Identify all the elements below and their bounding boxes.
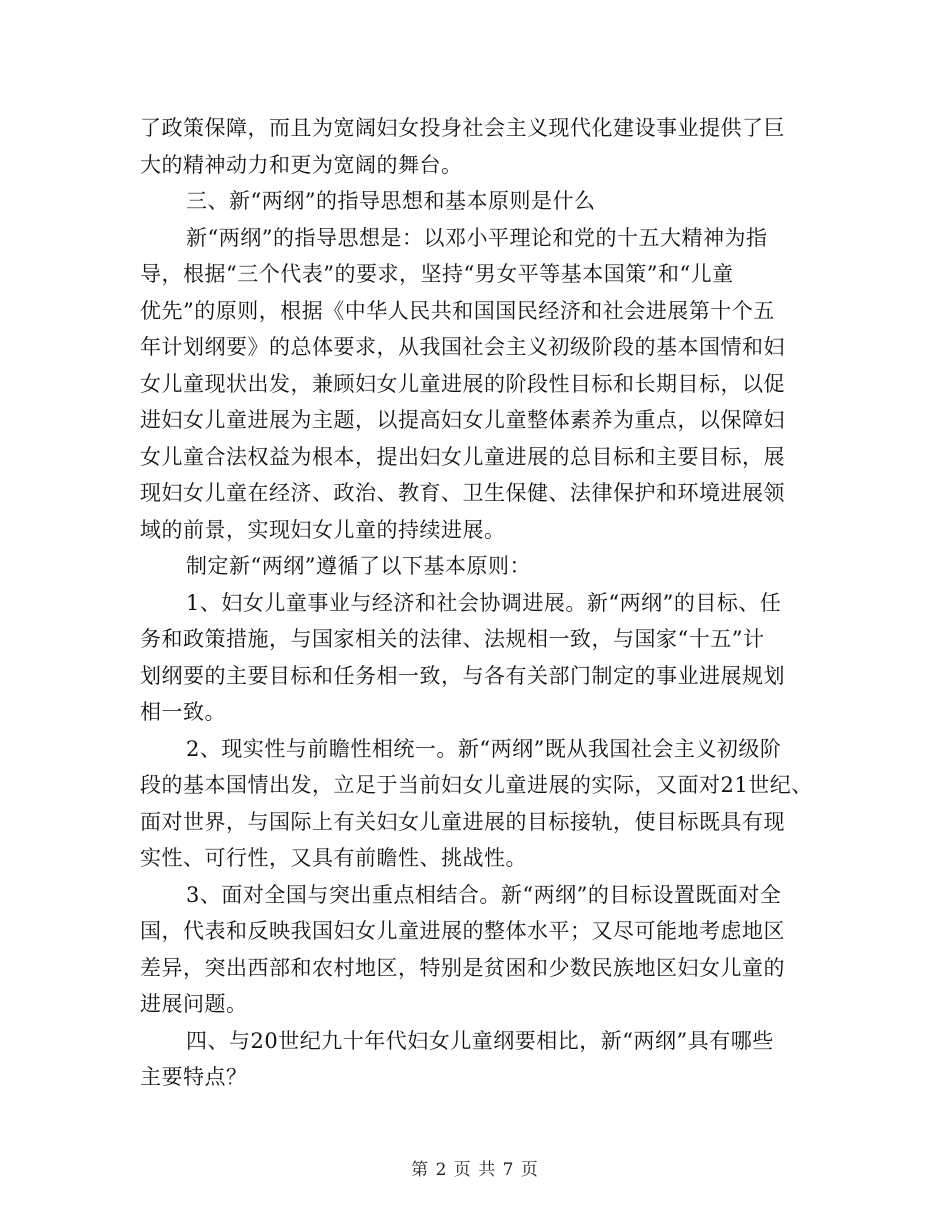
body-text <box>140 110 820 1096</box>
text-line: 划纲要的主要目标和任务相一致，与各有关部门制定的事业进展规划 <box>140 663 785 688</box>
text-line: 2、现实性与前瞻性相统一。新“两纲”既从我国社会主义初级阶 <box>186 736 782 761</box>
text-line: 四、与20世纪九十年代妇女儿童纲要相比，新“两纲”具有哪些 <box>186 1028 774 1053</box>
text-line: 域的前景，实现妇女儿童的持续进展。 <box>140 517 506 542</box>
text-line: 相一致。 <box>140 700 226 724</box>
text-line: 现妇女儿童在经济、政治、教育、卫生保健、法律保护和环境进展领 <box>140 481 785 505</box>
text-line: 务和政策措施，与国家相关的法律、法规相一致，与国家“十五”计 <box>140 627 765 651</box>
text-line: 了政策保障，而且为宽阔妇女投身社会主义现代化建设事业提供了巨 <box>140 116 785 140</box>
text-line: 1、妇女儿童事业与经济和社会协调进展。新“两纲”的目标、任 <box>186 590 782 615</box>
text-line: 新“两纲”的指导思想是：以邓小平理论和党的十五大精神为指 <box>186 225 768 250</box>
text-line: 女儿童现状出发，兼顾妇女儿童进展的阶段性目标和长期目标，以促 <box>140 371 785 396</box>
text-line: 主要特点？ <box>140 1065 248 1089</box>
text-line: 优先”的原则，根据《中华人民共和国国民经济和社会进展第十个五 <box>140 298 775 323</box>
text-line: 国，代表和反映我国妇女儿童进展的整体水平；又尽可能地考虑地区 <box>140 919 785 943</box>
text-line: 导，根据“三个代表”的要求，坚持“男女平等基本国策”和“儿童 <box>140 262 734 286</box>
text-line: 制定新“两纲”遵循了以下基本原则： <box>186 554 531 578</box>
text-line: 面对世界，与国际上有关妇女儿童进展的目标接轨，使目标既具有现 <box>140 809 785 834</box>
text-line: 大的精神动力和更为宽阔的舞台。 <box>140 152 463 177</box>
text-line: 年计划纲要》的总体要求，从我国社会主义初级阶段的基本国情和妇 <box>140 335 785 359</box>
text-line: 进展问题。 <box>140 992 248 1016</box>
text-line: 女儿童合法权益为根本，提出妇女儿童进展的总目标和主要目标，展 <box>140 444 785 469</box>
text-line: 三、新“两纲”的指导思想和基本原则是什么 <box>186 189 596 213</box>
text-line: 实性、可行性，又具有前瞻性、挑战性。 <box>140 846 527 870</box>
text-line: 段的基本国情出发，立足于当前妇女儿童进展的实际，又面对21世纪、 <box>140 773 813 797</box>
text-line: 3、面对全国与突出重点相结合。新“两纲”的目标设置既面对全 <box>186 882 782 907</box>
page-number-footer: 第 2 页 共 7 页 <box>411 1160 539 1180</box>
text-line: 差异，突出西部和农村地区，特别是贫困和少数民族地区妇女儿童的 <box>140 955 785 980</box>
text-line: 进妇女儿童进展为主题，以提高妇女儿童整体素养为重点，以保障妇 <box>140 408 785 432</box>
